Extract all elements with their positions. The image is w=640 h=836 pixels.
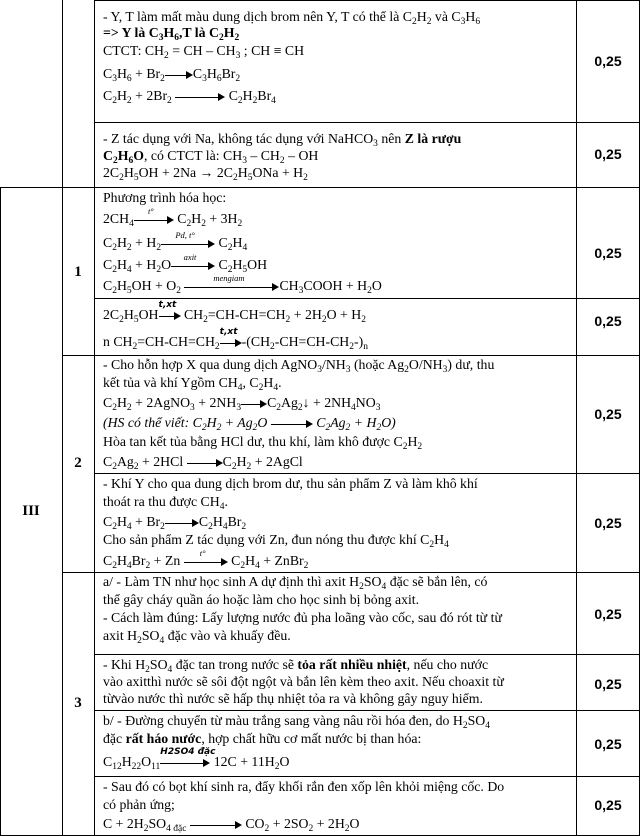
reaction-arrow-icon: t° [134,214,174,226]
text-line: => Y là $C_3H_6,T$ là $C_2H_2$ [103,25,240,43]
reaction-arrow-icon: t,xt [220,337,242,349]
score-cell: 0,25 [594,676,622,692]
equation-line: $C_2H_4Br_2 + Zn$ t° $C_2H_4$ + ZnBr$_2$ [103,547,309,571]
score-cell: 0,25 [594,515,622,531]
score-cell: 0,25 [594,406,622,422]
text-line: $C_2H_6O$, có CTCT là: $CH_3 - CH_2$ – OH [103,148,319,166]
answer-cell [103,572,573,654]
reaction-arrow-icon: mengiam [184,281,279,293]
score-cell: 0,25 [594,797,622,813]
text-line: a/ - Làm TN như học sinh A dự định thì axit $H_2SO_4$ đặc sẽ bắn lên, có [103,574,488,592]
text-line: - Khí Y cho qua dung dịch brom dư, thu sản phẩm Z và làm khô khí [103,476,478,491]
text-line: - Cách làm đúng: Lấy lượng nước đủ pha loãng vào cốc, sau đó rót từ từ [103,610,502,625]
text-line: thoát ra thu được $CH_4$. [103,494,228,512]
equation-line: $C_2H_5OH + O_2$ mengiam $CH_3COOH + H_2O$ [103,272,382,296]
equation-line: $C_2H_2 + 2Br_2$ $C_2H_2Br_4$ [103,88,276,106]
section-label: III [22,503,40,519]
score-cell: 0,25 [594,736,622,752]
score-cell: 0,25 [594,606,622,622]
text-line: Cho sản phẩm Z tác dụng với Zn, đun nóng thu được khí $C_2H_4$ [103,532,449,550]
text-line: có phản ứng; [103,797,175,812]
question-number: 3 [74,695,82,711]
column-divider [94,0,95,836]
text-line: - Z tác dụng với Na, không tác dụng với NaHCO$_3$ nên Z là rượu [103,131,462,149]
score-cell: 0,25 [594,313,622,329]
score-cell: 0,25 [594,146,622,162]
answer-cell [103,473,573,572]
reaction-arrow-icon [175,91,225,103]
text-line: Phương trình hóa học: [103,190,227,205]
text-line: - Y, T làm mất màu dung dịch brom nên Y, T có thể là $C_2H_2$ và $C_3H_6$ [103,9,481,27]
reaction-arrow-icon [165,69,193,81]
answer-cell [103,187,573,298]
text-line: - Khi $H_2SO_4$ đặc tan trong nước sẽ tỏa rất nhiều nhiệt, nếu cho nước [103,657,489,675]
reaction-arrow-icon: H2SO4 đặc [160,757,210,769]
equation-line: $C + 2H_2SO_4$ $_{đặc}$ $CO_2 + 2SO_2 + 2H_2O$ [103,816,360,834]
answer-cell [103,355,573,473]
reaction-arrow-icon [187,457,223,469]
score-cell: 0,25 [594,53,622,69]
text-line: thể gây cháy quần áo hoặc làm cho học sinh bị bỏng axit. [103,592,420,607]
answer-cell [103,122,573,187]
text-line: axit $H_2SO_4$ đặc vào và khuấy đều. [103,628,291,646]
reaction-arrow-icon [190,819,242,831]
text-line: - Cho hỗn hợp X qua dung dịch $AgNO_3/NH_3$ (hoặc $Ag_2O/NH_3$) dư, thu [103,357,495,375]
answer-cell [103,0,573,122]
equation-line: $C_{12}H_{22}O_{11}$ H2SO4 đặc $12C + 11H_2O$ [103,746,290,772]
equation-line: n $CH_2=CH-CH=CH_2$ t,xt $-(CH_2-CH=CH-CH_2-)_n$ [103,326,368,352]
answer-cell [103,298,573,355]
equation-line: $C_2Ag_2 + 2HCl$ $C_2H_2$ + 2AgCl [103,454,303,472]
reaction-arrow-icon [165,517,199,529]
equation-line: $2C_2H_5OH$ t,xt $CH_2=CH-CH=CH_2 + 2H_2O + H_2$ [103,299,366,325]
text-line: vào axitthì nước sẽ sôi đột ngột và bắn lên kèm theo axit. Nếu choaxit từ [103,674,504,689]
equation-line: $C_2H_4 + Br_2$ $C_2H_4Br_2$ [103,514,247,532]
text-line: từvào nước thì nước sẽ hấp thụ nhiệt tỏa ra và không gây nguy hiểm. [103,691,483,706]
equation-line: $C_2H_4 + H_2O$ axit $C_2H_5OH$ [103,251,268,275]
question-number: 2 [74,455,82,471]
reaction-arrow-icon [241,398,267,410]
equation-line: $C_2H_2$ + 2AgNO$_3$ + $2NH_3$ $C_2Ag_2↓ + 2NH_4NO_3$ [103,395,381,413]
answer-cell [103,710,573,776]
score-cell: 0,25 [594,245,622,261]
answer-cell [103,654,573,710]
equation-line: $2CH_4$ t° $C_2H_2 + 3H_2$ [103,205,243,229]
reaction-arrow-icon: axit [171,260,215,272]
text-line: đặc rất háo nước, hợp chất hữu cơ mất nước bị than hóa: [103,731,422,746]
text-line: Hòa tan kết tủa bằng HCl dư, thu khí, làm khô được $C_2H_2$ [103,434,423,452]
text-line: kết tủa và khí Ygồm $CH_4$, $C_2H_4$. [103,375,282,393]
text-line: CTCT: $CH_2$ = CH – $CH_3$ ; CH ≡ CH [103,43,305,61]
equation-line: $2C_2H_5OH + 2Na \to 2C_2H_5ONa + H_2$ [103,165,308,183]
equation-line: (HS có thể viết: $C_2H_2 + Ag_2O$ $C_2Ag_2 + H_2O$) [103,415,396,433]
equation-line: $C_3H_6 + Br_2$ $C_3H_6Br_2$ [103,66,241,84]
reaction-arrow-icon: t,xt [159,310,181,322]
text-line: b/ - Đường chuyển từ màu trắng sang vàng nâu rồi hóa đen, do $H_2SO_4$ [103,713,490,731]
equation-line: $C_2H_2 + H_2$ Pd, t° $C_2H_4$ [103,229,248,253]
answer-cell [103,776,573,836]
text-line: - Sau đó có bọt khí sinh ra, đẩy khối rắn đen xốp lên khỏi miệng cốc. Do [103,779,505,794]
reaction-arrow-icon: t° [184,556,228,568]
reaction-arrow-icon: Pd, t° [161,238,215,250]
reaction-arrow-icon [271,418,313,430]
question-number: 1 [74,264,82,280]
